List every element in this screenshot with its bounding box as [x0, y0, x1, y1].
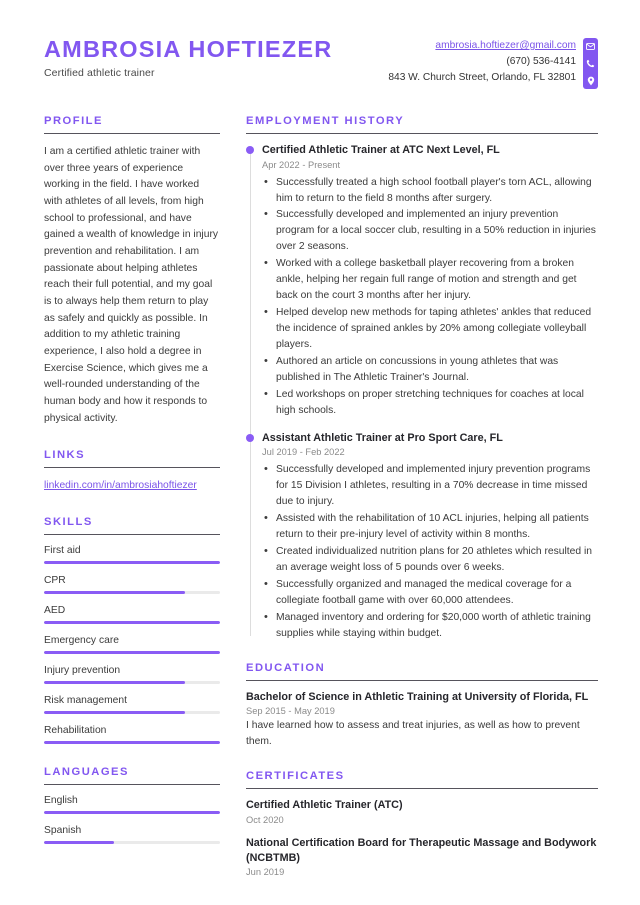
heading-rule [246, 680, 598, 681]
skill-row [44, 575, 220, 594]
skill-meter-fill [44, 651, 220, 654]
skill-meter-track [44, 681, 220, 684]
skill-label: First aid [44, 544, 81, 556]
certificate-entry [246, 798, 598, 825]
skill-row [44, 545, 220, 564]
heading-rule [44, 467, 220, 468]
skill-meter-fill [44, 621, 220, 624]
section-education [246, 662, 598, 750]
employment-dates: Apr 2022 - Present [262, 159, 341, 170]
phone-icon [583, 55, 598, 72]
section-profile [44, 115, 220, 427]
skill-row [44, 665, 220, 684]
employment-bullet-list [262, 175, 598, 419]
envelope-icon [583, 38, 598, 55]
skill-label: Risk management [44, 694, 127, 706]
education-entry [246, 690, 598, 750]
employment-bullet: • Successfully treated a high school football player's torn ACL, allowing him to return to the field 8 months after surgery. [262, 175, 598, 207]
section-heading-certificates: CERTIFICATES [246, 770, 345, 783]
language-label: English [44, 794, 78, 806]
timeline-dot-icon [246, 146, 254, 154]
certificate-dates: Jun 2019 [246, 867, 285, 878]
section-heading-links: LINKS [44, 449, 86, 462]
languages-list [44, 795, 220, 844]
certificate-title: National Certification Board for Therapeutic Massage and Bodywork (NCBTMB) [246, 836, 597, 864]
section-languages [44, 766, 220, 844]
language-label: Spanish [44, 824, 82, 836]
skill-label: CPR [44, 574, 66, 586]
resume-header [44, 30, 598, 89]
section-heading-education: EDUCATION [246, 661, 326, 674]
employment-bullet: • Created individualized nutrition plans for 20 athletes which resulted in an average weight loss of 5 pounds over 6 weeks. [262, 544, 598, 576]
identity-block [44, 30, 332, 79]
certificate-entry [246, 836, 598, 877]
skills-list [44, 545, 220, 744]
employment-timeline [246, 143, 598, 642]
section-heading-employment: EMPLOYMENT HISTORY [246, 115, 405, 127]
employment-bullet: • Successfully organized and managed the medical coverage for a collegiate football game with over 60,000 attendees. [262, 577, 598, 609]
heading-rule [44, 534, 220, 535]
language-row [44, 795, 220, 814]
skill-meter-track [44, 561, 220, 564]
section-certificates [246, 770, 598, 877]
skill-label: AED [44, 604, 66, 616]
contact-details [388, 38, 576, 86]
link-linkedin[interactable]: linkedin.com/in/ambrosiahoftiezer [44, 480, 197, 492]
section-employment [246, 115, 598, 642]
section-links [44, 449, 220, 493]
certificate-title: Certified Athletic Trainer (ATC) [246, 799, 403, 812]
certificates-list [246, 798, 598, 877]
employment-bullet: • Led workshops on proper stretching techniques for coaches at local high schools. [262, 387, 598, 419]
candidate-name: AMBROSIA HOFTIEZER [44, 36, 333, 62]
main-column [220, 115, 598, 897]
skill-row [44, 635, 220, 654]
heading-rule [246, 788, 598, 789]
section-heading-profile: PROFILE [44, 115, 103, 127]
skill-meter-track [44, 621, 220, 624]
skill-label: Injury prevention [44, 664, 121, 676]
language-row [44, 825, 220, 844]
skill-meter-track [44, 711, 220, 714]
employment-bullet: • Worked with a college basketball player recovering from a broken ankle, helping her regain full range of motion and strength and get back on the court 3 months after her injury. [262, 256, 598, 304]
skill-meter-fill [44, 741, 220, 744]
heading-rule [44, 784, 220, 785]
section-heading-languages: LANGUAGES [44, 765, 129, 778]
contact-email[interactable]: ambrosia.hoftiezer@gmail.com [435, 40, 576, 51]
heading-rule [44, 133, 220, 134]
education-dates: Sep 2015 - May 2019 [246, 706, 335, 717]
education-list [246, 690, 598, 750]
employment-entry [262, 431, 598, 642]
employment-bullet-list [262, 462, 598, 641]
skill-label: Rehabilitation [44, 724, 107, 736]
skill-meter-track [44, 651, 220, 654]
skill-meter-track [44, 591, 220, 594]
employment-title: Certified Athletic Trainer at ATC Next Level, FL [262, 144, 500, 156]
employment-bullet: • Assisted with the rehabilitation of 10 ACL injuries, helping all patients return to their pre-injury level of activity within 8 months. [262, 511, 598, 543]
map-pin-icon [583, 72, 598, 89]
skill-row [44, 605, 220, 624]
language-meter-track [44, 841, 220, 844]
education-description: I have learned how to assess and treat injuries, as well as how to prevent them. [246, 720, 580, 748]
section-heading-skills: SKILLS [44, 515, 93, 528]
skill-meter-fill [44, 591, 185, 594]
candidate-job-title: Certified athletic trainer [44, 67, 155, 80]
skill-meter-fill [44, 561, 220, 564]
certificate-dates: Oct 2020 [246, 814, 284, 825]
education-title: Bachelor of Science in Athletic Training at University of Florida, FL [246, 690, 589, 703]
language-meter-track [44, 811, 220, 814]
employment-bullet: • Successfully developed and implemented an injury prevention program for a local soccer club, resulting in a 50% reduction in injuries over 2 seasons. [262, 207, 598, 255]
contact-block [388, 30, 598, 89]
timeline-dot-icon [246, 434, 254, 442]
language-meter-fill [44, 841, 114, 844]
skill-meter-fill [44, 711, 185, 714]
employment-bullet: • Helped develop new methods for taping athletes' ankles that reduced the incidence of sprained ankles by 20% among collegiate volleyball players. [262, 305, 598, 353]
skill-row [44, 695, 220, 714]
employment-entry [262, 143, 598, 419]
resume-body [44, 115, 598, 897]
skill-meter-track [44, 741, 220, 744]
profile-text: I am a certified athletic trainer with over three years of experience working in the field. I have worked with athletes of all levels, from high school to professional, and have gained a wealth of knowledge in injury prevention and rehabilitation. I am passionate about helping athletes reach their full potential, and my goal is to always help them return to play as safely and quickly as possible. In addition to my athletic training experience, I also hold a degree in Exercise Science, which gives me a well-rounded understanding of the human body and how it responds to physical activity. [44, 146, 219, 424]
employment-title: Assistant Athletic Trainer at Pro Sport Care, FL [262, 431, 503, 444]
employment-bullet: • Authored an article on concussions in young athletes that was published in The Athletic Trainer's Journal. [262, 354, 598, 386]
section-skills [44, 516, 220, 744]
skill-meter-fill [44, 681, 185, 684]
employment-dates: Jul 2019 - Feb 2022 [262, 447, 345, 458]
contact-icon-stack [583, 38, 598, 89]
skill-label: Emergency care [44, 634, 119, 646]
employment-bullet: • Successfully developed and implemented injury prevention programs for 15 Division I athletes, resulting in a 70% decrease in time missed due to injury. [262, 462, 598, 510]
contact-phone: (670) 536-4141 [506, 56, 576, 68]
contact-address: 843 W. Church Street, Orlando, FL 32801 [388, 72, 576, 84]
skill-row [44, 725, 220, 744]
sidebar-column [44, 115, 220, 866]
employment-bullet: • Managed inventory and ordering for $20,000 worth of athletic training supplies while staying within budget. [262, 610, 598, 642]
language-meter-fill [44, 811, 220, 814]
heading-rule [246, 133, 598, 134]
